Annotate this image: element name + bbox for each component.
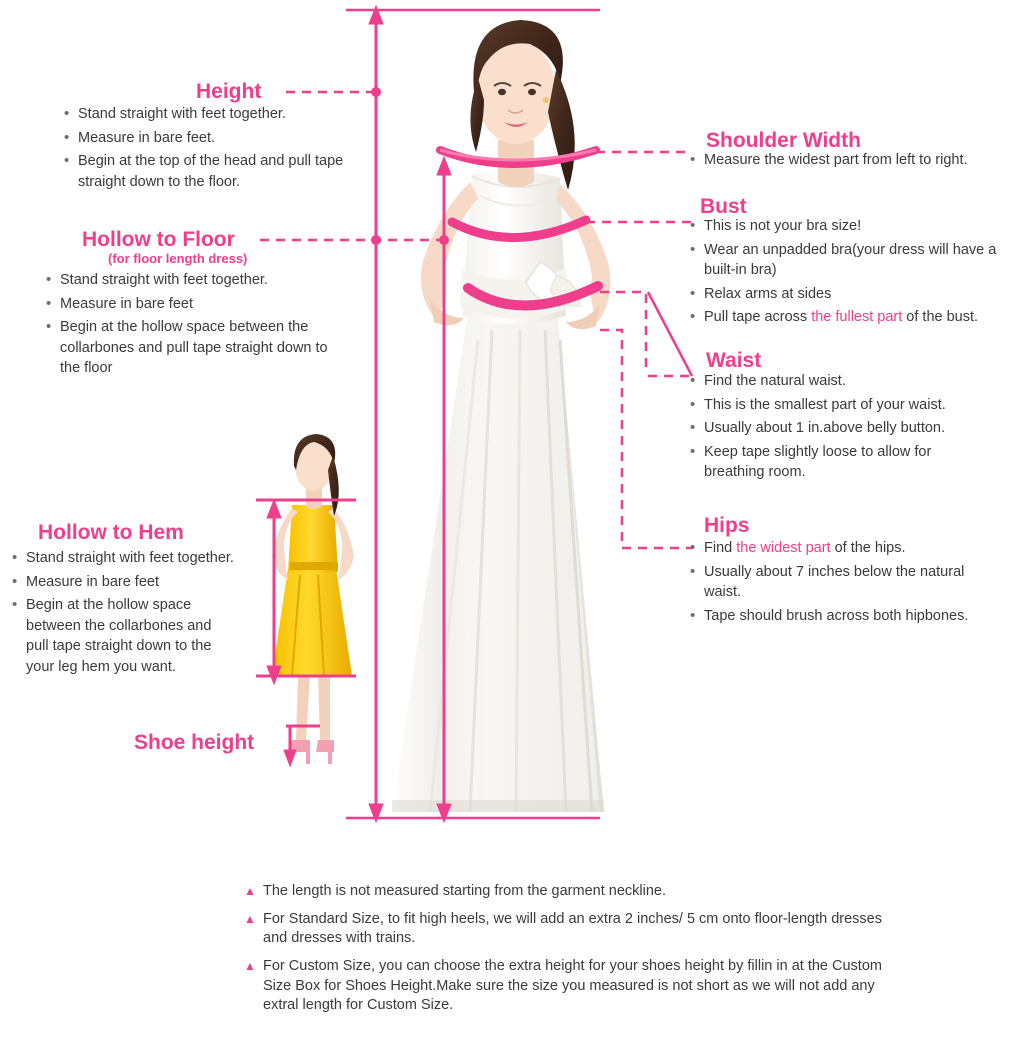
list-item: • This is the smallest part of your waist. <box>688 395 988 416</box>
waist-leader <box>648 292 692 376</box>
note-text: For Custom Size, you can choose the extra height for your shoes height by fillin in at the Custom Size Box for Shoes Height.Make sure the size you measured is not short as we will not add any extral length for Custom Size. <box>263 958 882 1013</box>
bride-figure <box>392 20 610 812</box>
note-item <box>244 910 884 948</box>
hips-bullets <box>688 538 998 629</box>
height-title: Height <box>196 80 262 103</box>
list-item: • Relax arms at sides <box>688 284 1010 305</box>
notes-block <box>244 882 884 1024</box>
list-item: • Usually about 1 in.above belly button. <box>688 418 988 439</box>
note-text: The length is not measured starting from the garment neckline. <box>263 883 666 899</box>
list-item-bust-fullest: • Pull tape across the fullest part of the bust. <box>688 307 1010 328</box>
hips-title: Hips <box>704 514 750 537</box>
list-item: • Usually about 7 inches below the natural waist. <box>688 562 998 603</box>
warning-triangle-icon: ▲ <box>244 912 256 927</box>
hips-highlight: the widest part <box>736 540 831 556</box>
list-item: • Measure in bare feet <box>44 294 334 315</box>
list-item: • Find the natural waist. <box>688 371 988 392</box>
shoulder-width-title: Shoulder Width <box>706 129 861 152</box>
list-item: • Stand straight with feet together. <box>10 548 235 569</box>
short-dress-figure <box>272 434 354 764</box>
list-item-hips-widest: • Find the widest part of the hips. <box>688 538 998 559</box>
note-text: For Standard Size, to fit high heels, we will add an extra 2 inches/ 5 cm onto floor-length dresses and dresses with trains. <box>263 911 882 947</box>
height-bullets <box>62 104 352 195</box>
bust-title: Bust <box>700 195 747 218</box>
list-item: • Wear an unpadded bra(your dress will have a built-in bra) <box>688 240 1010 281</box>
waist-title: Waist <box>706 349 762 372</box>
list-item: • Begin at the hollow space between the collarbones and pull tape straight down to the floor <box>44 317 334 379</box>
list-item: • Stand straight with feet together. <box>44 270 334 291</box>
shoe-height-title: Shoe height <box>134 731 255 754</box>
list-item: • Tape should brush across both hipbones. <box>688 606 998 627</box>
hollow-to-floor-title: Hollow to Floor <box>82 228 235 251</box>
list-item: • Begin at the top of the head and pull tape straight down to the floor. <box>62 151 352 192</box>
list-item: • Stand straight with feet together. <box>62 104 352 125</box>
list-item: • This is not your bra size! <box>688 216 1010 237</box>
list-item: • Measure in bare feet. <box>62 128 352 149</box>
hollow-to-hem-title: Hollow to Hem <box>38 521 184 544</box>
note-item <box>244 957 884 1014</box>
warning-triangle-icon: ▲ <box>244 959 256 974</box>
hollow-to-floor-subtitle: (for floor length dress) <box>108 251 248 266</box>
bust-highlight: the fullest part <box>811 309 903 326</box>
list-item: • Keep tape slightly loose to allow for breathing room. <box>688 442 988 483</box>
waist-bullets <box>688 371 988 486</box>
note-item <box>244 882 884 901</box>
shoulder-width-bullets <box>688 150 1008 174</box>
list-item: • Begin at the hollow space between the collarbones and pull tape straight down to the your leg hem you want. <box>10 595 235 677</box>
warning-triangle-icon: ▲ <box>244 884 256 898</box>
bust-bullets <box>688 216 1010 331</box>
hollow-to-floor-bullets <box>44 270 334 382</box>
hollow-to-hem-bullets <box>10 548 235 680</box>
list-item: • Measure the widest part from left to right. <box>688 150 1008 171</box>
list-item: • Measure in bare feet <box>10 572 235 593</box>
